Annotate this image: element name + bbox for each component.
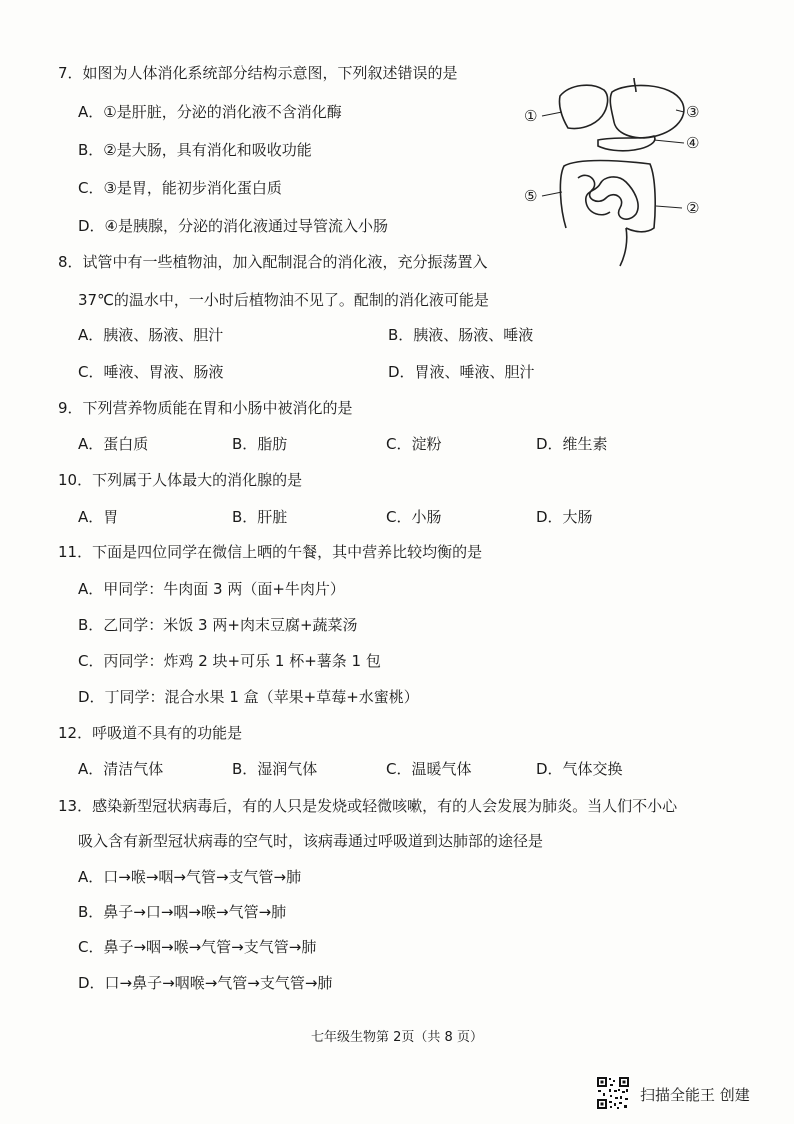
page-footer: 七年级生物第 2页（共 8 页）	[311, 1030, 483, 1045]
question-13-stem-line2: 吸入含有新型冠状病毒的空气时，该病毒通过呼吸道到达肺部的途径是	[78, 832, 544, 850]
question-11-stem: 11．下面是四位同学在微信上晒的午餐，其中营养比较均衡的是	[58, 543, 483, 561]
question-12-option-d: D．气体交换	[536, 760, 623, 778]
question-7-option-c: C．③是胃，能初步消化蛋白质	[78, 179, 282, 197]
diagram-label-5: ⑤	[524, 187, 538, 205]
question-8-option-b: B．胰液、肠液、唾液	[388, 326, 534, 344]
question-10-option-d: D．大肠	[536, 508, 593, 526]
question-9-option-b: B．脂肪	[232, 435, 288, 453]
question-13-option-a: A．口→喉→咽→气管→支气管→肺	[78, 868, 302, 886]
diagram-label-4: ④	[686, 134, 700, 152]
question-8-option-a: A．胰液、肠液、胆汁	[78, 326, 224, 344]
question-7-option-d: D．④是胰腺，分泌的消化液通过导管流入小肠	[78, 217, 388, 235]
qr-code-icon	[596, 1076, 630, 1110]
question-11-option-b: B．乙同学：米饭 3 两+肉末豆腐+蔬菜汤	[78, 616, 358, 634]
liver-shape	[559, 85, 607, 128]
esophagus-shape	[634, 78, 636, 92]
diagram-label-1: ①	[524, 107, 538, 125]
small-intestine-shape	[578, 175, 638, 219]
question-8-stem-line1: 8．试管中有一些植物油，加入配制混合的消化液，充分振荡置入	[58, 253, 488, 271]
rectum-shape	[620, 228, 627, 266]
question-10-stem: 10．下列属于人体最大的消化腺的是	[58, 471, 303, 489]
question-12-option-b: B．湿润气体	[232, 760, 318, 778]
question-13-option-c: C．鼻子→咽→喉→气管→支气管→肺	[78, 938, 317, 956]
question-12-option-c: C．温暖气体	[386, 760, 472, 778]
question-10-option-a: A．胃	[78, 508, 119, 526]
stomach-shape	[610, 85, 684, 138]
question-7-option-a: A．①是肝脏，分泌的消化液不含消化酶	[78, 103, 342, 121]
question-9-option-a: A．蛋白质	[78, 435, 149, 453]
question-8-stem-line2: 37℃的温水中，一小时后植物油不见了。配制的消化液可能是	[78, 291, 489, 309]
scanner-text: 扫描全能王 创建	[640, 1086, 750, 1104]
question-11-option-a: A．甲同学：牛肉面 3 两（面+牛肉片）	[78, 580, 345, 598]
diagram-label-3: ③	[686, 103, 700, 121]
question-7-stem: 7．如图为人体消化系统部分结构示意图，下列叙述错误的是	[58, 64, 458, 82]
question-12-stem: 12．呼吸道不具有的功能是	[58, 724, 243, 742]
question-12-option-a: A．清洁气体	[78, 760, 164, 778]
question-9-option-d: D．维生素	[536, 435, 608, 453]
question-13-option-b: B．鼻子→口→咽→喉→气管→肺	[78, 903, 287, 921]
question-9-stem: 9．下列营养物质能在胃和小肠中被消化的是	[58, 399, 353, 417]
scanner-watermark	[596, 1076, 786, 1114]
question-11-option-c: C．丙同学：炸鸡 2 块+可乐 1 杯+薯条 1 包	[78, 652, 381, 670]
diagram-label-2: ②	[686, 199, 700, 217]
question-10-option-c: C．小肠	[386, 508, 442, 526]
question-9-option-c: C．淀粉	[386, 435, 442, 453]
question-8-option-c: C．唾液、胃液、肠液	[78, 363, 224, 381]
question-7-option-b: B．②是大肠，具有消化和吸收功能	[78, 141, 312, 159]
question-8-option-d: D．胃液、唾液、胆汁	[388, 363, 535, 381]
digestive-system-diagram	[522, 78, 706, 268]
question-13-stem-line1: 13．感染新型冠状病毒后，有的人只是发烧或轻微咳嗽，有的人会发展为肺炎。当人们不小心	[58, 797, 678, 815]
question-10-option-b: B．肝脏	[232, 508, 288, 526]
question-13-option-d: D．口→鼻子→咽喉→气管→支气管→肺	[78, 974, 333, 992]
question-11-option-d: D．丁同学：混合水果 1 盒（苹果+草莓+水蜜桃）	[78, 688, 419, 706]
